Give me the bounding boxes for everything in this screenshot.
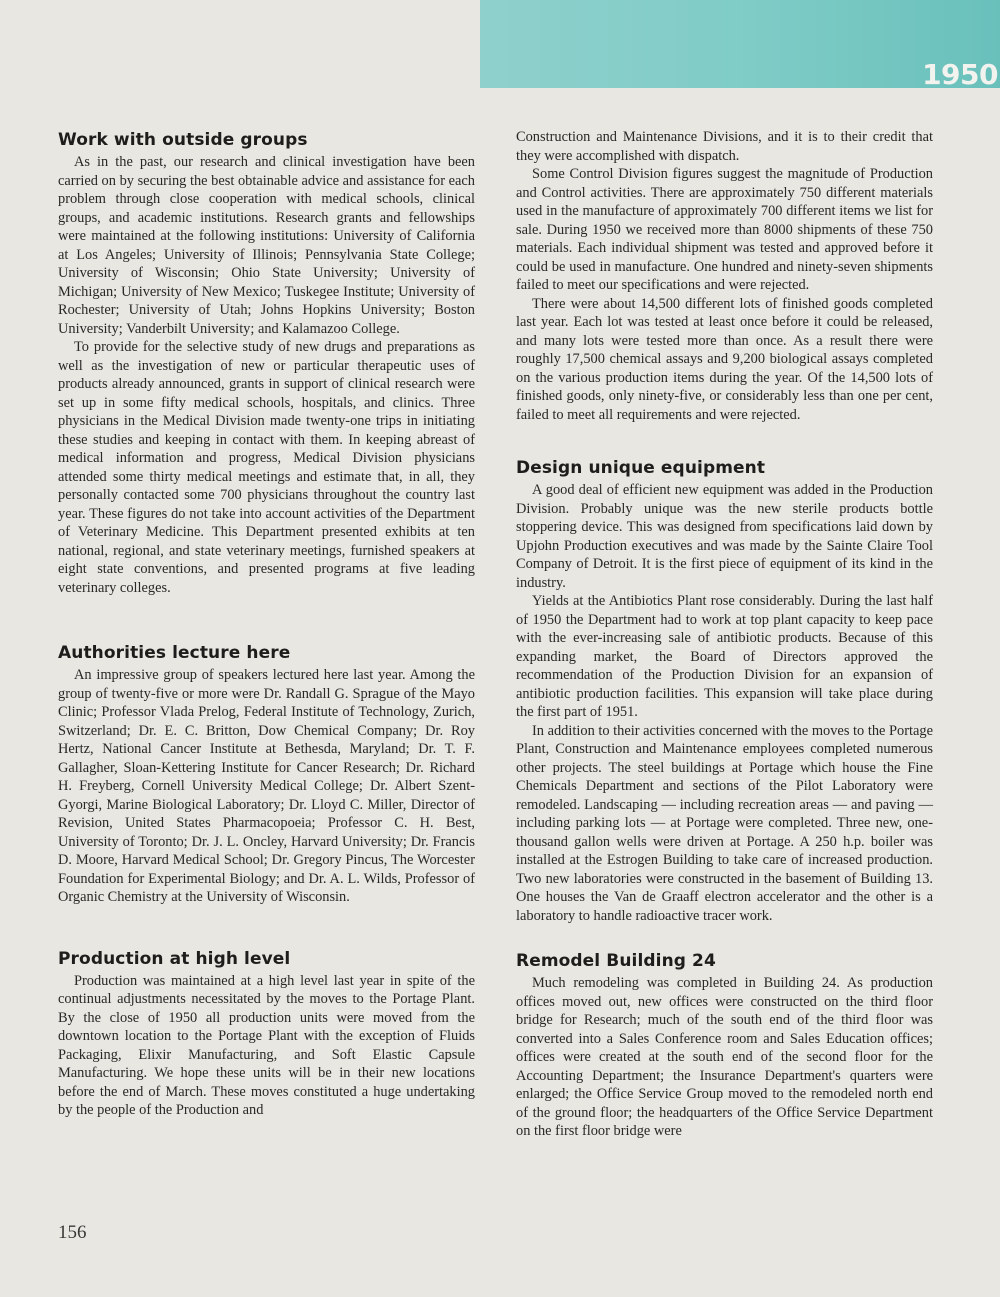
paragraph: Yields at the Antibiotics Plant rose considerably. During the last half of 1950 the Department had to work at top plant capacity to keep pace with the ever-increasing sale of antibiotic products. Because of this expanding market, the Board of Directors approved the recommendation of the Production Division for an expansion of antibiotic production facilities. This expansion will take place during the first part of 1951. xyxy=(516,593,933,720)
paragraph: A good deal of efficient new equipment was added in the Production Division. Probably unique was the new sterile products bottle stoppering device. This was designed from specifications laid down by Upjohn Production executives and was made by the Sainte Claire Tool Company of Detroit. It is the first piece of equipment of its kind in the industry. xyxy=(516,482,933,591)
page-number: 156 xyxy=(58,1222,87,1243)
heading-remodel-building-24: Remodel Building 24 xyxy=(516,951,716,971)
paragraph: To provide for the selective study of new drugs and preparations as well as the investigation of new or particular therapeutic uses of products already announced, grants in support of clinical research were set up in some fifty medical schools, hospitals, and clinics. Three physicians in the Medical Division made twenty-one trips in initiating these studies and keeping in contact with them. In keeping abreast of medical information and progress, Medical Division physicians attended some thirty medical meetings and estimate that, in all, they personally contacted some 700 physicians throughout the country last year. These figures do not take into account activities of the Department of Veterinary Medicine. This Department presented exhibits at ten national, regional, and state veterinary meetings, furnished speakers at eight state conventions, and presented programs at five leading veterinary colleges. xyxy=(58,339,475,596)
paragraph: There were about 14,500 different lots of finished goods completed last year. Each lot was tested at least once before it could be released, and many lots were tested more than once. As a result there were roughly 17,500 chemical assays and 9,200 biological assays completed on the various production items during the year. Of the 14,500 lots of finished goods, only ninety-five, or considerably less than one per cent, failed to meet all requirements and were rejected. xyxy=(516,295,933,423)
year-label: 1950 xyxy=(922,58,998,91)
heading-authorities-lecture-here: Authorities lecture here xyxy=(58,643,291,663)
year-tab xyxy=(480,0,1000,91)
paragraph: Production was maintained at a high level last year in spite of the continual adjustments necessitated by the moves to the Portage Plant. By the close of 1950 all production units were moved from the downtown location to the Portage Plant with the exception of Fluids Packaging, Elixir Manufacturing, and Soft Elastic Capsule Manufacturing. We hope these units will be in their new locations before the end of March. These moves constituted a huge undertaking by the people of the Production and xyxy=(58,972,475,1118)
right-column xyxy=(516,128,933,1141)
paragraph: Much remodeling was completed in Building 24. As production offices moved out, new offices were constructed on the third floor bridge for Research; much of the south end of the third floor was converted into a Sales Conference room and Sales Education offices; offices were created at the south end of the second floor for the Accounting Department; the Insurance Department's quarters were enlarged; the Office Service Group moved to the remodeled north end of the ground floor; the headquarters of the Office Service Department on the first floor bridge were xyxy=(516,975,933,1139)
paragraph: As in the past, our research and clinical investigation have been carried on by securing the best obtainable advice and assistance for each problem through close cooperation with medical schools, clinical groups, and academic institutions. Research grants and fellowships were maintained at the following institutions: University of California at Los Angeles; University of Illinois; Pennsylvania State College; University of Wisconsin; Ohio State University; University of Michigan; University of New Mexico; Tuskegee Institute; University of Rochester; University of Utah; Johns Hopkins University; Boston University; Vanderbilt University; and Kalamazoo College. xyxy=(58,154,475,337)
paragraph: An impressive group of speakers lectured here last year. Among the group of twenty-five or more were Dr. Randall G. Sprague of the Mayo Clinic; Professor Vlada Prelog, Federal Institute of Technology, Zurich, Switzerland; Dr. E. C. Britton, Dow Chemical Company; Dr. Roy Hertz, National Cancer Institute at Bethesda, Maryland; Dr. T. F. Gallagher, Sloan-Kettering Institute for Cancer Research; Dr. Richard H. Freyberg, Cornell University Medical College; Dr. Albert Szent-Gyorgi, Marine Biological Laboratory; Dr. Lloyd C. Miller, Director of Revision, United States Pharmacopoeia; Professor C. H. Best, University of Toronto; Dr. J. L. Oncley, Harvard University; Dr. Francis D. Moore, Harvard Medical School; Dr. Gregory Pincus, The Worcester Foundation for Experimental Biology; and Dr. A. L. Wilds, Professor of Organic Chemistry at the University of Wisconsin. xyxy=(58,667,475,905)
heading-work-with-outside-groups: Work with outside groups xyxy=(58,130,308,150)
paragraph: Some Control Division figures suggest the magnitude of Production and Control activities. There are approximately 750 different materials used in the manufacture of approximately 700 different items we list for sale. During 1950 we received more than 8000 shipments of these 750 materials. Each individual shipment was tested and approved before it could be used in manufacture. One hundred and ninety-seven shipments failed to meet our specifications and were rejected. xyxy=(516,166,933,293)
paragraph: Construction and Maintenance Divisions, and it is to their credit that they were accomplished with dispatch. xyxy=(516,129,933,164)
paragraph: In addition to their activities concerned with the moves to the Portage Plant, Construction and Maintenance employees completed numerous other projects. The steel buildings at Portage which house the Fine Chemicals Department and sections of the Pilot Laboratory were remodeled. Landscaping — including recreation areas — and paving — including parking lots — at Portage were completed. Three new, one-thousand gallon wells were driven at Portage. A 250 h.p. boiler was installed at the Estrogen Building to take care of increased production. Two new laboratories were constructed in the basement of Building 13. One houses the Van de Graaff electron accelerator and the other is a laboratory to handle radioactive tracer work. xyxy=(516,722,933,924)
heading-design-unique-equipment: Design unique equipment xyxy=(516,458,766,478)
left-column xyxy=(58,128,475,1120)
heading-production-at-high-level: Production at high level xyxy=(58,948,291,969)
